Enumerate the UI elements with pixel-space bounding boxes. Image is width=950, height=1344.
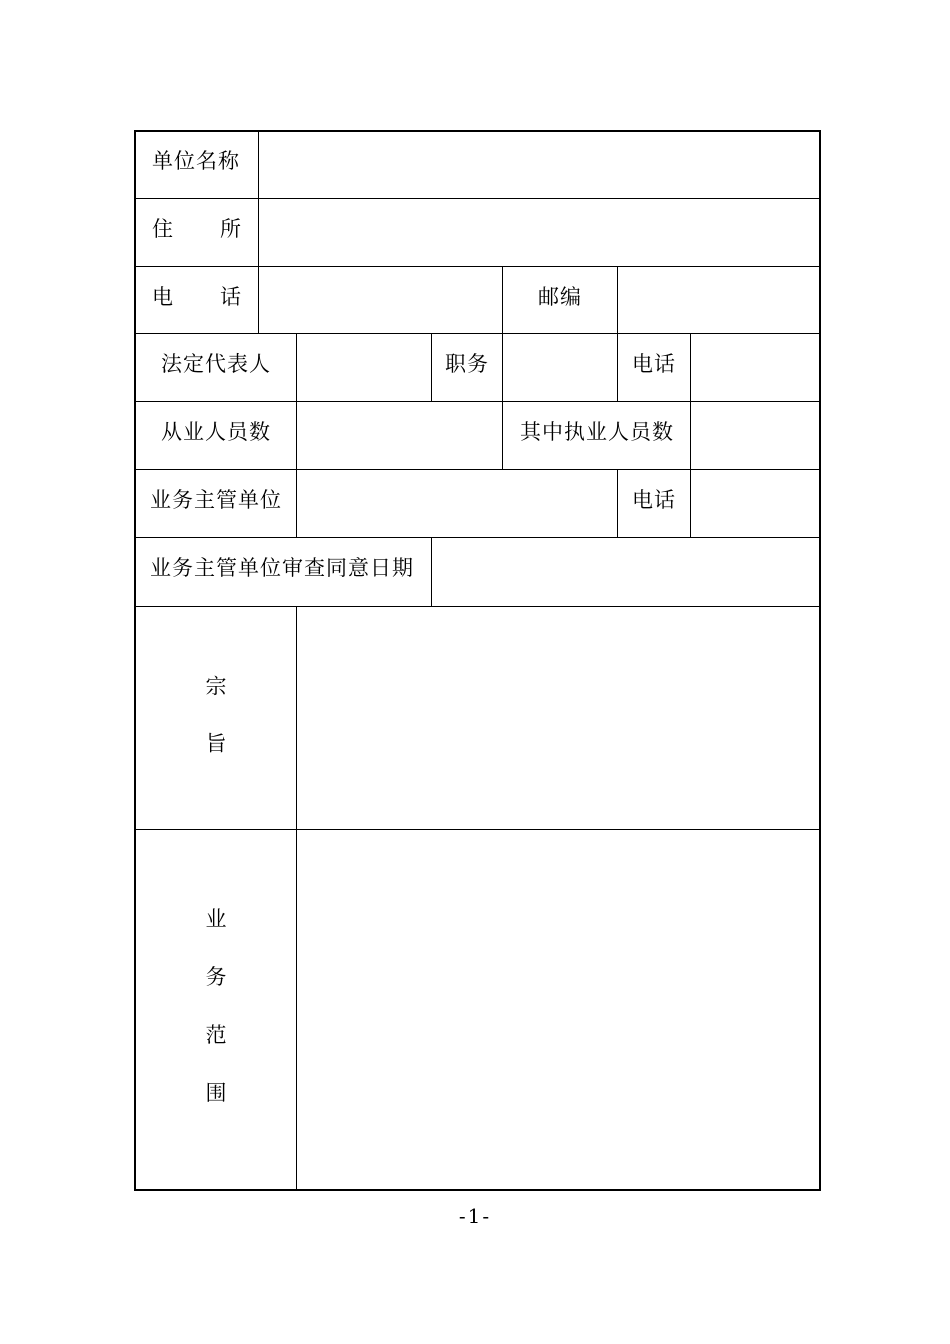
postcode-field[interactable]	[618, 267, 819, 333]
col-divider	[431, 333, 432, 401]
supervisor-field[interactable]	[297, 470, 617, 537]
approval-date-field[interactable]	[432, 538, 819, 606]
scope-field[interactable]	[297, 830, 819, 1189]
position-field[interactable]	[503, 334, 617, 401]
unit-name-label: 单位名称	[152, 149, 240, 173]
col-divider	[617, 469, 618, 538]
unit-name-field[interactable]	[259, 131, 819, 198]
staff-count-label: 从业人员数	[161, 420, 271, 444]
licensed-count-label: 其中执业人员数	[520, 420, 674, 444]
legal-rep-field[interactable]	[297, 334, 431, 401]
supervisor-phone-label: 电话	[632, 488, 676, 512]
licensed-count-field[interactable]	[691, 402, 819, 469]
postcode-label: 邮编	[538, 285, 582, 309]
phone-label: 电 话	[152, 285, 242, 309]
position-label: 职务	[445, 352, 489, 376]
phone-field[interactable]	[259, 267, 502, 333]
legal-rep-phone-field[interactable]	[691, 334, 819, 401]
purpose-label: 宗 旨	[205, 674, 227, 756]
address-field[interactable]	[259, 199, 819, 266]
purpose-field[interactable]	[297, 607, 819, 829]
supervisor-phone-field[interactable]	[691, 470, 819, 537]
address-label: 住 所	[152, 217, 242, 241]
col-divider	[502, 266, 503, 334]
legal-rep-label: 法定代表人	[161, 352, 271, 376]
page-number: -1-	[458, 1204, 492, 1228]
supervisor-label: 业务主管单位	[150, 488, 282, 512]
scope-label: 业 务 范 围	[205, 907, 227, 1105]
legal-rep-phone-label: 电话	[632, 352, 676, 376]
staff-count-field[interactable]	[297, 402, 502, 469]
col-divider	[617, 333, 618, 401]
approval-date-label: 业务主管单位审查同意日期	[150, 556, 414, 580]
